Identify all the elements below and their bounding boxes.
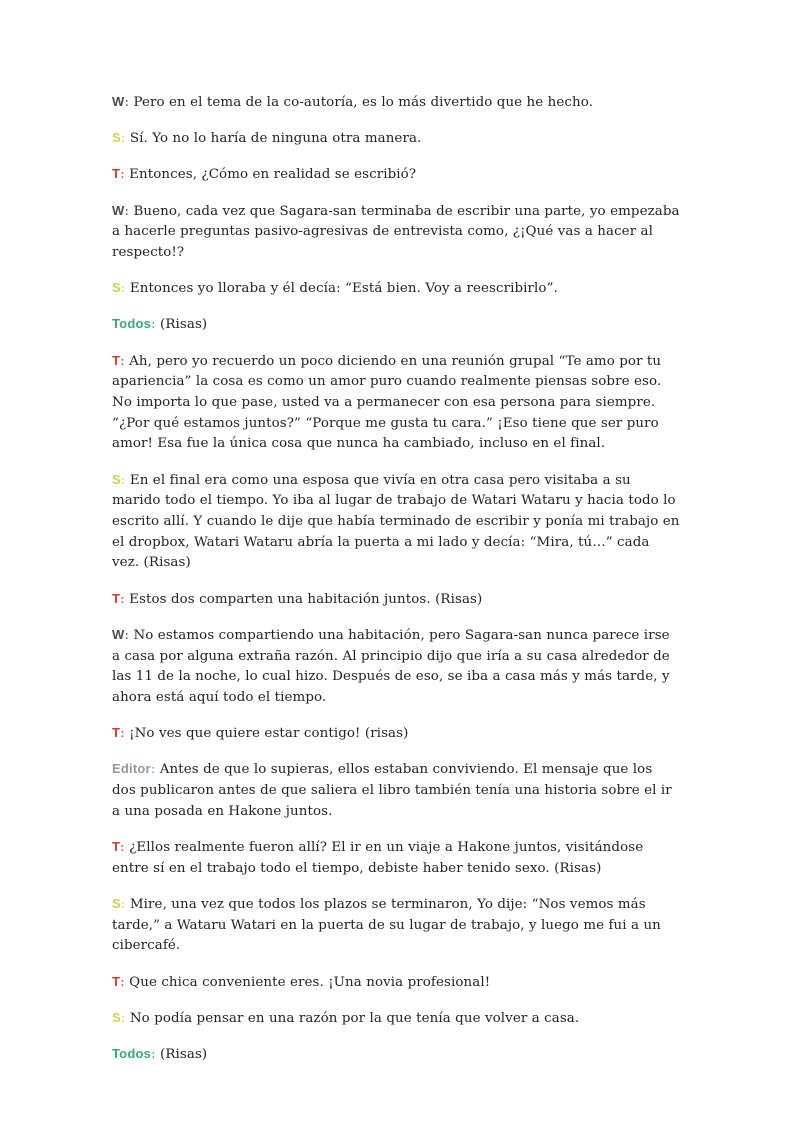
- dialogue-text: Que chica conveniente eres. ¡Una novia profesional!: [124, 974, 491, 990]
- speaker-separator: :: [124, 95, 130, 110]
- dialogue-line: [112, 837, 680, 879]
- speaker-separator: :: [120, 726, 125, 742]
- speaker-separator: :: [120, 167, 125, 183]
- speaker-label: T: [112, 725, 121, 741]
- dialogue-line: [112, 1008, 680, 1030]
- speaker-label: W: [112, 202, 125, 218]
- dialogue-text: Pero en el tema de la co-autoría, es lo más divertido que he hecho.: [129, 95, 594, 110]
- dialogue-line: [112, 723, 680, 745]
- dialogue-text: En el final era como una esposa que vivía en otra casa pero visitaba a su marido todo el tiempo. Yo iba al lugar de trabajo de Watari Wataru y hacia todo lo escrito allí. Y cuando le dije que había terminado de escribir y ponía mi trabajo en el dropbox, Watari Wataru abría la puerta a mi lado y decía: “Mira, tú…” cada vez. (Risas): [112, 472, 680, 571]
- dialogue-text: Entonces yo lloraba y él decía: “Está bien. Voy a reescribirlo”.: [125, 281, 558, 297]
- speaker-separator: :: [120, 591, 125, 607]
- speaker-label: S: [112, 280, 121, 296]
- speaker-label: S: [112, 895, 121, 911]
- dialogue-line: [112, 972, 680, 994]
- dialogue-text: Estos dos comparten una habitación juntos. (Risas): [124, 591, 483, 607]
- dialogue-text: Sí. Yo no lo haría de ninguna otra manera.: [125, 131, 422, 147]
- dialogue-line: [112, 470, 680, 575]
- speaker-separator: :: [120, 974, 125, 990]
- dialogue-text: ¡No ves que quiere estar contigo! (risas): [124, 726, 409, 742]
- speaker-label: S: [112, 1009, 121, 1025]
- speaker-separator: :: [124, 627, 130, 643]
- speaker-separator: :: [120, 896, 126, 912]
- dialogue-text: ¿Ellos realmente fueron allí? El ir en un viaje a Hakone juntos, visitándose entre sí en el trabajo todo el tiempo, debiste haber tenido sexo. (Risas): [112, 839, 644, 876]
- speaker-label: S: [112, 130, 121, 146]
- speaker-separator: :: [120, 1010, 126, 1026]
- speaker-separator: :: [124, 203, 130, 219]
- dialogue-text: Entonces, ¿Cómo en realidad se escribió?: [124, 167, 417, 183]
- dialogue-line: [112, 1044, 680, 1066]
- speaker-separator: :: [151, 317, 156, 333]
- dialogue-line: [112, 128, 680, 150]
- speaker-label: T: [112, 352, 121, 368]
- dialogue-line: [112, 759, 680, 822]
- dialogue-line: [112, 625, 680, 709]
- speaker-label: Editor: [112, 761, 151, 777]
- dialogue-text: No podía pensar en una razón por la que tenía que volver a casa.: [125, 1010, 580, 1026]
- dialogue-text: Mire, una vez que todos los plazos se terminaron, Yo dije: “Nos vemos más tarde,” a Wataru Watari en la puerta de su lugar de trabajo, y luego me fui a un cibercafé.: [112, 896, 661, 954]
- speaker-label: Todos: [112, 1045, 152, 1061]
- speaker-separator: :: [120, 839, 125, 855]
- speaker-separator: :: [120, 281, 126, 297]
- dialogue-text: Antes de que lo supieras, ellos estaban conviviendo. El mensaje que los dos publicaron antes de que saliera el libro también tenía una historia sobre el ir a una posada en Hakone juntos.: [112, 762, 672, 819]
- dialogue-text: Ah, pero yo recuerdo un poco diciendo en una reunión grupal “Te amo por tu apariencia” la cosa es como un amor puro cuando realmente piensas sobre eso. No importa lo que pase, usted va a permanecer con esa persona para siempre. “¿Por qué estamos juntos?” “Porque me gusta tu cara.” ¡Eso tiene que ser puro amor! Esa fue la única cosa que nunca ha cambiado, incluso en el final.: [112, 353, 662, 452]
- dialogue-text: Bueno, cada vez que Sagara-san terminaba de escribir una parte, yo empezaba a hacerle preguntas pasivo-agresivas de entrevista como, ¿¡Qué vas a hacer al respecto!?: [112, 203, 680, 261]
- speaker-label: W: [112, 94, 125, 109]
- dialogue-transcript: [112, 92, 680, 1080]
- speaker-separator: :: [150, 762, 156, 778]
- dialogue-text: No estamos compartiendo una habitación, pero Sagara-san nunca parece irse a casa por alguna extraña razón. Al principio dijo que iría a su casa alrededor de las 11 de la noche, lo cual hizo. Después de eso, se iba a casa más y más tarde, y ahora está aquí todo el tiempo.: [112, 627, 670, 705]
- dialogue-line: [112, 164, 680, 186]
- speaker-separator: :: [120, 472, 126, 488]
- speaker-label: Todos: [112, 316, 152, 332]
- dialogue-line: [112, 589, 680, 611]
- dialogue-line: [112, 314, 680, 336]
- dialogue-line: [112, 201, 680, 264]
- speaker-label: T: [112, 590, 121, 606]
- speaker-separator: :: [120, 353, 125, 369]
- dialogue-line: [112, 278, 680, 300]
- dialogue-line: [112, 351, 680, 456]
- dialogue-line: [112, 92, 680, 114]
- dialogue-text: (Risas): [155, 1046, 208, 1062]
- speaker-label: T: [112, 973, 121, 989]
- speaker-separator: :: [151, 1046, 156, 1062]
- dialogue-line: [112, 894, 680, 957]
- speaker-label: T: [112, 166, 121, 182]
- speaker-label: T: [112, 838, 121, 854]
- speaker-label: W: [112, 626, 125, 642]
- speaker-label: S: [112, 471, 121, 487]
- dialogue-text: (Risas): [155, 317, 208, 333]
- speaker-separator: :: [120, 131, 126, 147]
